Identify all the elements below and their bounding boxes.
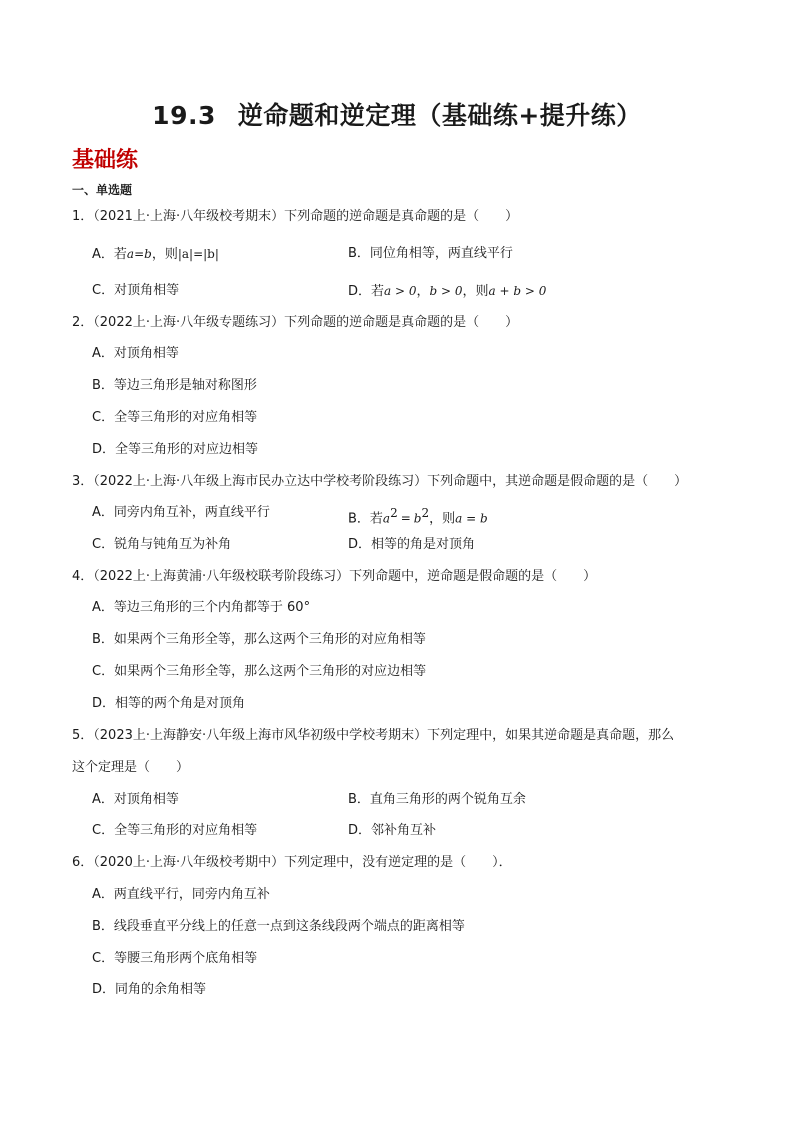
question-1-option-c: C．对顶角相等 [92, 283, 180, 298]
question-3-option-d: D．相等的角是对顶角 [348, 537, 476, 552]
question-3-stem: 3．（2022上·上海·八年级上海市民办立达中学校考阶段练习）下列命题中，其逆命题是假命题的是（ ） [72, 474, 688, 489]
question-3-option-a: A．同旁内角互补，两直线平行 [92, 505, 270, 520]
question-5-option-d: D．邻补角互补 [348, 823, 437, 838]
question-2-stem: 2．（2022上·上海·八年级专题练习）下列命题的逆命题是真命题的是（ ） [72, 315, 519, 330]
question-5-option-c: C．全等三角形的对应角相等 [92, 823, 258, 838]
question-3-option-b: B．若$a^2 = b^2$，则a = b [348, 506, 488, 527]
subsection-heading: 一、单选题 [72, 183, 133, 197]
question-2-option-b: B．等边三角形是轴对称图形 [92, 378, 257, 393]
question-1-option-a: A．若a=b，则|a|=|b| [92, 247, 219, 262]
page-title [0, 96, 794, 132]
question-2-option-c: C．全等三角形的对应角相等 [92, 410, 258, 425]
question-4-option-b: B．如果两个三角形全等，那么这两个三角形的对应角相等 [92, 632, 426, 647]
question-4-option-c: C．如果两个三角形全等，那么这两个三角形的对应边相等 [92, 664, 427, 679]
question-4-stem: 4．（2022上·上海黄浦·八年级校联考阶段练习）下列命题中，逆命题是假命题的是（ ） [72, 569, 597, 584]
question-4-option-d: D．相等的两个角是对顶角 [92, 696, 246, 711]
question-5-option-a: A．对顶角相等 [92, 792, 179, 807]
question-1-stem: 1．（2021上·上海·八年级校考期末）下列命题的逆命题是真命题的是（ ） [72, 209, 519, 224]
section-heading: 基础练 [72, 148, 139, 173]
question-6-option-c: C．等腰三角形两个底角相等 [92, 951, 258, 966]
question-3-option-c: C．锐角与钝角互为补角 [92, 537, 232, 552]
question-6-option-d: D．同角的余角相等 [92, 982, 207, 997]
question-6-stem: 6．（2020上·上海·八年级校考期中）下列定理中，没有逆定理的是（ ）． [72, 855, 512, 870]
title-number: 19.3 [152, 101, 216, 130]
question-2-option-d: D．全等三角形的对应边相等 [92, 442, 259, 457]
question-2-option-a: A．对顶角相等 [92, 346, 179, 361]
question-5-stem-line-1: 5．（2023上·上海静安·八年级上海市风华初级中学校考期末）下列定理中，如果其逆命题是真命题，那么 [72, 728, 675, 743]
question-6-option-b: B．线段垂直平分线上的任意一点到这条线段两个端点的距离相等 [92, 919, 465, 934]
question-1-option-d: D．若a > 0，b > 0，则a + b > 0 [348, 284, 547, 299]
question-6-option-a: A．两直线平行，同旁内角互补 [92, 887, 270, 902]
title-text: 逆命题和逆定理（基础练+提升练） [237, 101, 642, 130]
question-4-option-a: A．等边三角形的三个内角都等于 60° [92, 600, 311, 615]
question-5-option-b: B．直角三角形的两个锐角互余 [348, 792, 526, 807]
question-1-option-b: B．同位角相等，两直线平行 [348, 246, 513, 261]
question-5-stem-line-2: 这个定理是（ ） [72, 760, 190, 775]
